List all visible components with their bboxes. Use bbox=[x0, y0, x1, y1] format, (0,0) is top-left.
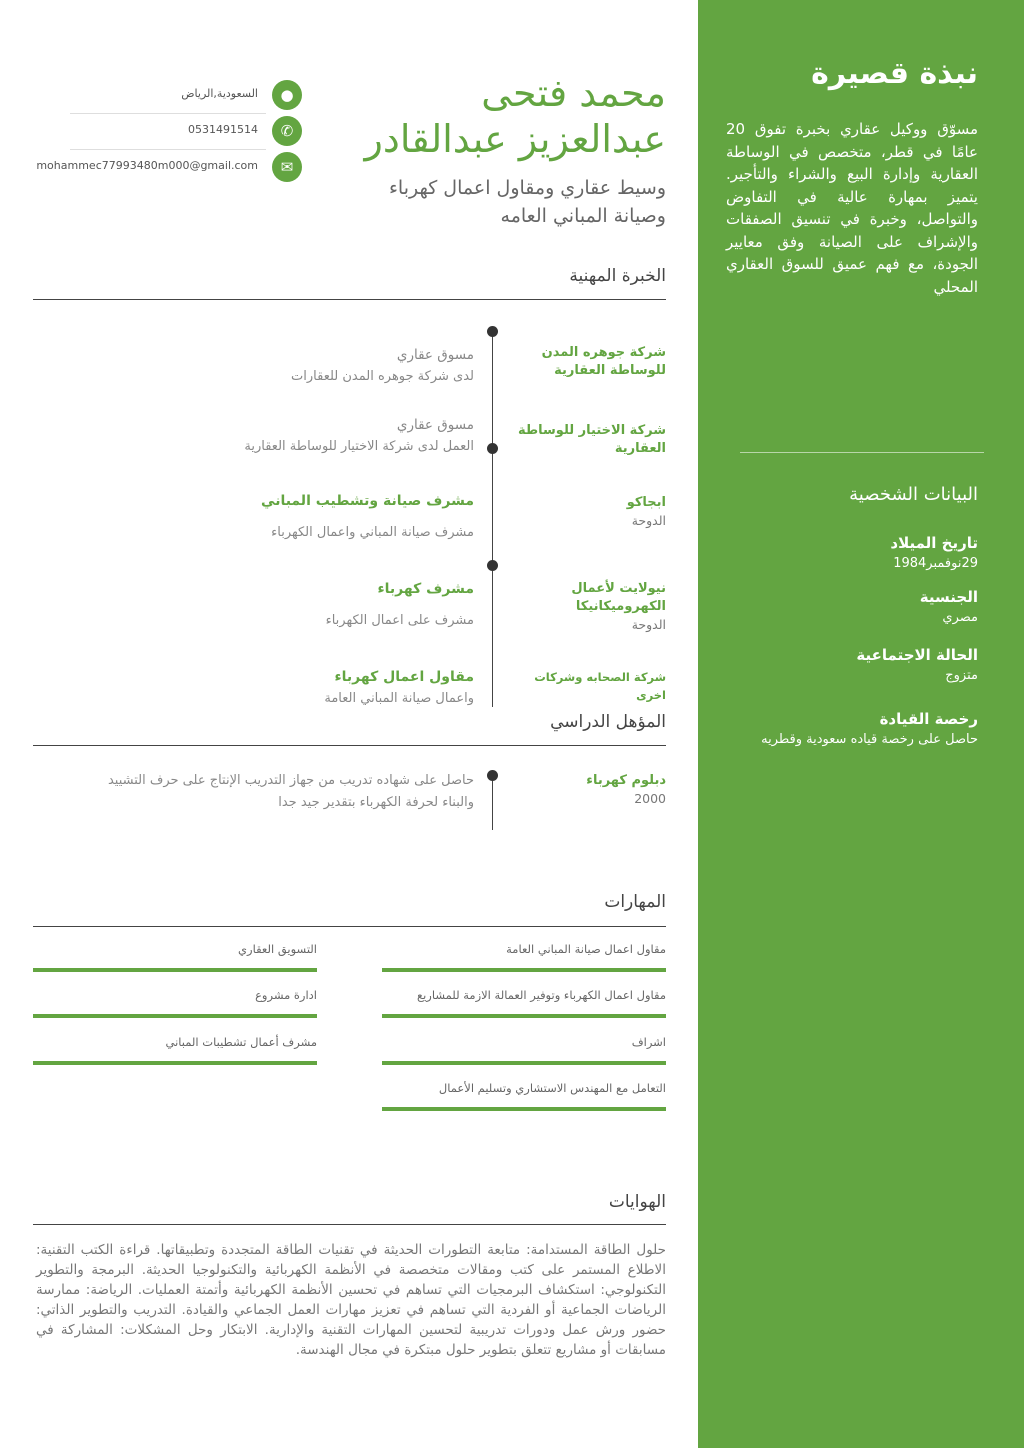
education-degree-name: دبلوم كهرباء bbox=[586, 773, 666, 788]
skills-title: المهارات bbox=[604, 892, 666, 912]
hobbies-text: حلول الطاقة المستدامة: متابعة التطورات الحديثة في تقنيات الطاقة المتجددة وتطبيقاتها. قراءة الكتب التقنية: الاطلاع المستمر على كتب ومقالات متخصصة في الأنظمة الكهربائية والتكنولوجيا الحديثة. البرمجة والتطوير التكنولوجي: استكشاف البرمجيات التي تساهم في تحسين الأنظمة الكهربائية وأتمتة العمليات. الرياضة: ممارسة الرياضات الجماعية أو الفردية التي تساهم في تعزيز مهارات العمل الجماعي والقيادة. التدريب والتطوير الذاتي: حضور ورش عمل ودورات تدريبية لتحسين المهارات التقنية والإدارية. الابتكار وحل المشكلات: المشاركة في مسابقات أو مشاريع تتعلق بتطوير حلول مبتكرة في مجال الهندسة. bbox=[36, 1242, 666, 1358]
education-desc bbox=[34, 770, 474, 814]
job-title bbox=[389, 174, 666, 230]
experience-org-name: شركة الصحابه وشركات اخرى bbox=[534, 670, 666, 702]
skill-bar bbox=[33, 1061, 317, 1065]
skill-item bbox=[382, 988, 666, 1002]
skill-name: التسويق العقاري bbox=[238, 942, 317, 956]
location-pin-icon: ● bbox=[272, 80, 302, 110]
skill-bar bbox=[382, 1107, 666, 1111]
skill-name: اشراف bbox=[631, 1035, 666, 1049]
education-year: 2000 bbox=[634, 791, 666, 806]
skill-item bbox=[33, 942, 317, 956]
location-text: السعودية,الرياض bbox=[181, 87, 258, 100]
education-timeline-line bbox=[492, 776, 493, 830]
experience-desc bbox=[34, 490, 474, 544]
skill-bar bbox=[382, 1061, 666, 1065]
name-line-1: محمد فتحى bbox=[481, 71, 666, 115]
name-line-2: عبدالعزيز عبدالقادر bbox=[364, 117, 666, 161]
contact-email bbox=[36, 152, 302, 186]
driving-license-label: رخصة القيادة bbox=[879, 710, 978, 728]
skill-bar bbox=[33, 968, 317, 972]
experience-org bbox=[506, 344, 666, 380]
experience-desc bbox=[34, 344, 474, 388]
experience-detail: واعمال صيانة المباني العامة bbox=[324, 691, 474, 706]
experience-org-location: الدوحة bbox=[631, 513, 666, 528]
experience-org bbox=[506, 422, 666, 458]
experience-org-location: الدوحة bbox=[631, 617, 666, 632]
experience-org-name: شركة جوهره المدن للوساطة العقارية bbox=[541, 345, 666, 378]
experience-detail: العمل لدى شركة الاختيار للوساطة العقارية bbox=[244, 439, 474, 454]
timeline-dot bbox=[487, 443, 498, 454]
skill-name: مشرف أعمال تشطيبات المباني bbox=[165, 1035, 317, 1049]
driving-license-item bbox=[761, 710, 978, 747]
skill-bar bbox=[382, 968, 666, 972]
birth-date-value: 29نوفمبر1984 bbox=[893, 556, 978, 571]
experience-org bbox=[506, 668, 666, 704]
marital-status-label: الحالة الاجتماعية bbox=[856, 646, 978, 664]
skill-item bbox=[382, 942, 666, 956]
personal-info-title: البيانات الشخصية bbox=[849, 484, 978, 505]
full-name bbox=[365, 70, 666, 162]
phone-text: 0531491514 bbox=[188, 123, 258, 136]
nationality-item bbox=[920, 588, 978, 625]
skill-item bbox=[382, 1081, 666, 1095]
timeline-dot bbox=[487, 560, 498, 571]
about-title: نبذة قصيرة bbox=[811, 56, 978, 91]
experience-title: الخبرة المهنية bbox=[569, 266, 666, 286]
experience-role: مشرف صيانة وتشطيب المباني bbox=[261, 493, 474, 509]
hobbies-title: الهوايات bbox=[608, 1192, 666, 1212]
nationality-value: مصري bbox=[942, 610, 978, 625]
skill-bar bbox=[382, 1014, 666, 1018]
skill-name: ادارة مشروع bbox=[255, 988, 317, 1002]
contact-divider bbox=[70, 149, 266, 150]
experience-timeline-line bbox=[492, 331, 493, 707]
education-rule bbox=[33, 745, 666, 746]
driving-license-value: حاصل على رخصة قياده سعودية وقطريه bbox=[761, 732, 978, 747]
birth-date-label: تاريخ الميلاد bbox=[890, 534, 978, 552]
experience-role: مشرف كهرباء bbox=[377, 581, 474, 597]
skill-name: مقاول اعمال صيانة المباني العامة bbox=[506, 942, 666, 956]
education-title: المؤهل الدراسي bbox=[550, 712, 666, 732]
email-text[interactable]: mohammec77993480m000@gmail.com bbox=[36, 159, 258, 172]
experience-desc bbox=[34, 578, 474, 632]
envelope-icon: ✉ bbox=[272, 152, 302, 182]
nationality-label: الجنسية bbox=[919, 588, 978, 606]
skill-item bbox=[33, 988, 317, 1002]
job-title-line-2: وصيانة المباني العامه bbox=[500, 205, 666, 227]
experience-role: مقاول اعمال كهرباء bbox=[334, 669, 474, 685]
marital-status-item bbox=[856, 646, 978, 683]
phone-icon: ✆ bbox=[272, 116, 302, 146]
birth-date-item bbox=[890, 534, 978, 571]
experience-desc bbox=[34, 666, 474, 710]
experience-desc bbox=[34, 414, 474, 458]
skill-item bbox=[33, 1035, 317, 1049]
about-text: مسوّق ووكيل عقاري بخبرة تفوق 20 عامًا في قطر، متخصص في الوساطة العقارية وإدارة البيع والشراء والتأجير. يتميز بمهارة عالية في التفاوض والتواصل، وخبرة في تنسيق الصفقات والإشراف على الصيانة وفق معايير الجودة، مع فهم عميق للسوق العقاري المحلي bbox=[726, 120, 978, 296]
timeline-dot bbox=[487, 326, 498, 337]
experience-org-name: نيولايت لأعمال الكهروميكانيكا bbox=[571, 581, 666, 614]
experience-detail: لدى شركة جوهره المدن للعقارات bbox=[291, 369, 474, 384]
skill-bar bbox=[33, 1014, 317, 1018]
experience-org bbox=[506, 580, 666, 634]
experience-org-name: ابجاكو bbox=[626, 495, 666, 510]
contact-phone bbox=[40, 116, 302, 150]
experience-rule bbox=[33, 299, 666, 300]
sidebar-divider bbox=[740, 452, 984, 453]
experience-role: مسوق عقاري bbox=[396, 347, 474, 363]
hobbies-rule bbox=[33, 1224, 666, 1225]
education-degree bbox=[506, 772, 666, 808]
skill-item bbox=[382, 1035, 666, 1049]
education-detail-line-2: والبناء لحرفة الكهرباء بتقدير جيد جدا bbox=[278, 795, 474, 810]
contact-divider bbox=[70, 113, 266, 114]
job-title-line-1: وسيط عقاري ومقاول اعمال كهرباء bbox=[388, 177, 666, 199]
skill-name: التعامل مع المهندس الاستشاري وتسليم الأعمال bbox=[438, 1081, 666, 1095]
timeline-dot bbox=[487, 770, 498, 781]
experience-detail: مشرف على اعمال الكهرباء bbox=[325, 613, 474, 628]
skill-name: مقاول اعمال الكهرباء وتوفير العمالة الازمة للمشاريع bbox=[416, 988, 666, 1002]
skills-rule bbox=[33, 926, 666, 927]
marital-status-value: متزوج bbox=[945, 668, 978, 683]
experience-role: مسوق عقاري bbox=[396, 417, 474, 433]
education-detail-line-1: حاصل على شهاده تدريب من جهاز التدريب الإنتاج على حرف التشييد bbox=[107, 773, 474, 788]
experience-org-name: شركة الاختيار للوساطة العقارية bbox=[518, 423, 666, 456]
contact-location bbox=[40, 80, 302, 114]
sidebar bbox=[698, 0, 1024, 1448]
experience-detail: مشرف صيانة المباني واعمال الكهرباء bbox=[271, 525, 474, 540]
experience-org bbox=[506, 494, 666, 530]
